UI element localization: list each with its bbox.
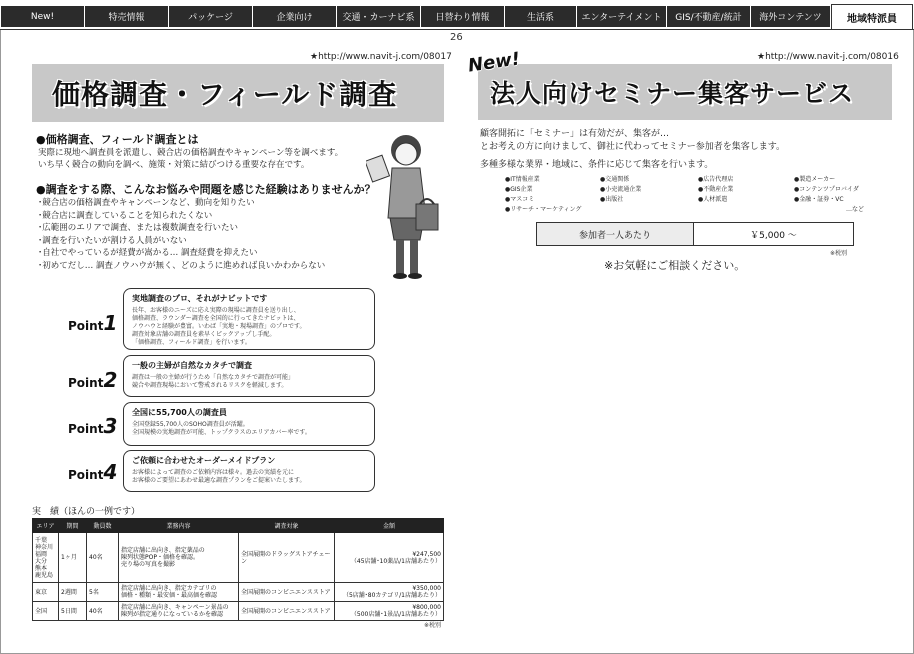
point-3-desc: [132, 421, 366, 437]
industry-item: ●不動産企業: [698, 186, 734, 193]
results-heading: 実 績（ほんの一例です）: [32, 507, 141, 517]
intro-line: 顧客開拓に「セミナー」は有効だが、集客が…: [480, 129, 670, 139]
contact-cta: ※お気軽にご相談ください。: [604, 259, 746, 272]
tab-traffic[interactable]: 交通・カーナビ系: [336, 6, 420, 27]
point-2-title: 一般の主婦が自然なカタチで調査: [132, 361, 252, 370]
cell-staff: 40名: [87, 602, 119, 621]
point-word: Point: [68, 468, 104, 482]
industry-item: ●コンテンツプロバイダ: [794, 186, 859, 193]
cell-period: 5日間: [59, 602, 87, 621]
section1-line: いち早く競合の動向を調べ、施策・対策に結びつける重要な存在です。: [38, 160, 310, 170]
industry-item: ●人材派遣: [698, 196, 728, 203]
point-4-title: ご依頼に合わせたオーダーメイドプラン: [132, 456, 276, 465]
col-target: 調査対象: [239, 519, 335, 533]
col-staff: 動員数: [87, 519, 119, 533]
point-2-box: [123, 355, 375, 397]
point-1-box: [123, 288, 375, 350]
industry-item: ●リサーチ・マーケティング: [505, 206, 582, 213]
point-1-desc: [132, 307, 366, 347]
cell-staff: 40名: [87, 533, 119, 583]
point-desc-line: 全国登録55,700人のSOHO調査員が活躍。: [132, 421, 249, 428]
cell-task: 指定店舗に出向き、キャンペーン景品の 陳列が指定通りになっているかを確認: [119, 602, 239, 621]
cell-price: ¥247,500 （45店舗･10薬品/1店舗あたり）: [335, 533, 444, 583]
tab-entertainment[interactable]: エンターテイメント: [576, 6, 666, 27]
point-desc-line: お客様のご要望にあわせ最適な調査プランをご提案いたします。: [132, 477, 306, 484]
table-row: [33, 602, 444, 621]
cell-price: ¥350,000 （5店舗･80カテゴリ/1店舗あたり）: [335, 583, 444, 602]
price-table: [536, 222, 854, 246]
tab-regional-active[interactable]: 地域特派員: [831, 4, 913, 30]
cell-period: 2週間: [59, 583, 87, 602]
industry-item: ●小売流通企業: [600, 186, 642, 193]
industry-item: ●金融・証券・VC: [794, 196, 844, 203]
section2-heading: ●調査をする際、こんなお悩みや問題を感じた経験はありませんか？: [36, 183, 376, 196]
industry-item: ●交通関係: [600, 176, 630, 183]
concern-item: ･自社でやっているが経費が嵩かる… 調査経費を抑えたい: [38, 248, 258, 259]
tab-daily[interactable]: 日替わり情報: [420, 6, 504, 27]
point-desc-line: 全国規模の実地調査が可能、トップクラスのエリアカバー率です。: [132, 429, 311, 436]
section1-line: 実際に現地へ調査員を派遣し、競合店の価格調査やキャンペーン等を調べます。: [38, 148, 344, 158]
concern-item: ･調査を行いたいが割ける人員がいない: [38, 235, 187, 246]
point-3-label: [68, 414, 117, 438]
cell-area: 全国: [33, 602, 59, 621]
nav-divider: [0, 29, 914, 30]
point-3-title: 全国に55,700人の調査員: [132, 408, 227, 417]
concern-item: ･競合店の価格調査やキャンペーンなど、動向を知りたい: [38, 198, 255, 208]
industry-item: ●広告代理店: [698, 176, 734, 183]
point-desc-line: 調査対象店舗の調査員を素早くピックアップし手配。: [132, 331, 276, 338]
cell-task: 指定店舗に出向き、指定カテゴリの 価格・種類・最安価・最高価を確認: [119, 583, 239, 602]
concern-item: ･広範囲のエリアで調査、または複数調査を行いたい: [38, 223, 239, 234]
right-intro: [480, 128, 785, 154]
table-row: [33, 533, 444, 583]
point-word: Point: [68, 422, 104, 436]
intro-line: とお考えの方に向けまして、御社に代わってセミナー参加者を集客します。: [480, 142, 786, 152]
point-desc-line: お客様によって調査のご依頼内容は様々。過去の実績を元に: [132, 469, 295, 476]
point-desc-line: 価格調査、ラウンダー調査を全国的に行ってきたナビットは、: [132, 315, 300, 322]
cell-target: 全国展開のコンビニエンスストア: [239, 602, 335, 621]
cell-staff: 5名: [87, 583, 119, 602]
left-title: 価格調査・フィールド調査: [52, 78, 398, 111]
point-1-title: 実地調査のプロ、それがナビットです: [132, 294, 268, 303]
point-desc-line: 長年、お客様のニーズに応え実際の現場に調査員を送り出し、: [132, 307, 300, 314]
point-desc-line: ノウハウと経験が豊富。いわば「実地・現場調査」のプロです。: [132, 323, 306, 330]
page-number: 26: [450, 32, 463, 43]
tab-new[interactable]: New!: [0, 6, 84, 27]
results-table: [32, 518, 444, 621]
industry-item: ●IT情報産業: [505, 176, 540, 183]
cell-price: ¥800,000 （500店舗･1景品/1店舗あたり）: [335, 602, 444, 621]
point-desc-line: 競合や調査現場において警戒されるリスクを軽減します。: [132, 382, 288, 389]
point-4-label: [68, 460, 117, 484]
col-period: 期間: [59, 519, 87, 533]
point-number: 2: [103, 368, 118, 392]
right-title-box: [478, 64, 892, 120]
point-number: 1: [103, 311, 118, 335]
point-desc-line: 調査は一般の主婦が行うため「自然なカタチで調査が可能」: [132, 374, 295, 381]
tab-overseas[interactable]: 海外コンテンツ: [750, 6, 830, 27]
industry-item: ●GIS企業: [505, 186, 533, 193]
left-title-box: [32, 64, 444, 122]
industry-item: ●マスコミ: [505, 196, 535, 203]
cell-area: 千葉 神奈川 福岡 大分 熊本 鹿児島: [33, 533, 59, 583]
concern-item: ･競合店に調査していることを知られたくない: [38, 210, 213, 221]
point-1-label: [68, 311, 117, 335]
tab-package[interactable]: パッケージ: [168, 6, 252, 27]
section1-heading: ●価格調査、フィールド調査とは: [36, 133, 199, 146]
table-row: [33, 583, 444, 602]
point-word: Point: [68, 376, 104, 390]
right-title: 法人向けセミナー集客サービス: [490, 79, 855, 108]
point-3-box: [123, 402, 375, 446]
cell-period: 1ヶ月: [59, 533, 87, 583]
industry-etc: …など: [846, 206, 865, 213]
industry-item: ●出版社: [600, 196, 624, 203]
concerns-list: [38, 197, 325, 273]
tab-sale[interactable]: 特売情報: [84, 6, 168, 27]
point-word: Point: [68, 319, 104, 333]
cell-target: 全国展開のコンビニエンスストア: [239, 583, 335, 602]
col-area: エリア: [33, 519, 59, 533]
tab-life[interactable]: 生活系: [504, 6, 576, 27]
point-4-box: [123, 450, 375, 492]
cell-task: 指定店舗に出向き、指定薬品の 陳列状態POP・価格を確認。 売り場の写真を撮影: [119, 533, 239, 583]
point-number: 4: [103, 460, 118, 484]
left-tax-note: ※税別: [424, 622, 442, 629]
concern-item: ･初めてだし… 調査ノウハウが無く、どのように進めれば良いかわからない: [38, 260, 326, 271]
col-price: 金額: [335, 519, 444, 533]
tab-gis[interactable]: GIS/不動産/統計: [666, 6, 750, 27]
price-label: 参加者一人あたり: [537, 223, 694, 245]
point-number: 3: [103, 414, 118, 438]
left-url[interactable]: ★http://www.navit-j.com/08017: [310, 52, 452, 62]
cell-target: 全国展開のドラッグストアチェーン: [239, 533, 335, 583]
right-tax-note: ※税別: [830, 250, 848, 257]
point-2-desc: [132, 374, 366, 390]
right-url[interactable]: ★http://www.navit-j.com/08016: [757, 52, 899, 62]
point-desc-line: 「価格調査、フィールド調査」を行います。: [132, 339, 251, 346]
industries-heading: 多種多様な業界・地域に、条件に応じて集客を行います。: [480, 160, 714, 170]
section1-text: [38, 147, 343, 171]
tab-business[interactable]: 企業向け: [252, 6, 336, 27]
price-value: ￥5,000 〜: [750, 230, 797, 241]
new-badge: New!: [466, 48, 522, 77]
cell-area: 東京: [33, 583, 59, 602]
point-2-label: [68, 368, 117, 392]
col-task: 業務内容: [119, 519, 239, 533]
top-nav: [0, 0, 914, 30]
industry-item: ●製造メーカー: [794, 176, 836, 183]
point-4-desc: [132, 469, 366, 485]
shopper-illustration: [366, 128, 446, 288]
